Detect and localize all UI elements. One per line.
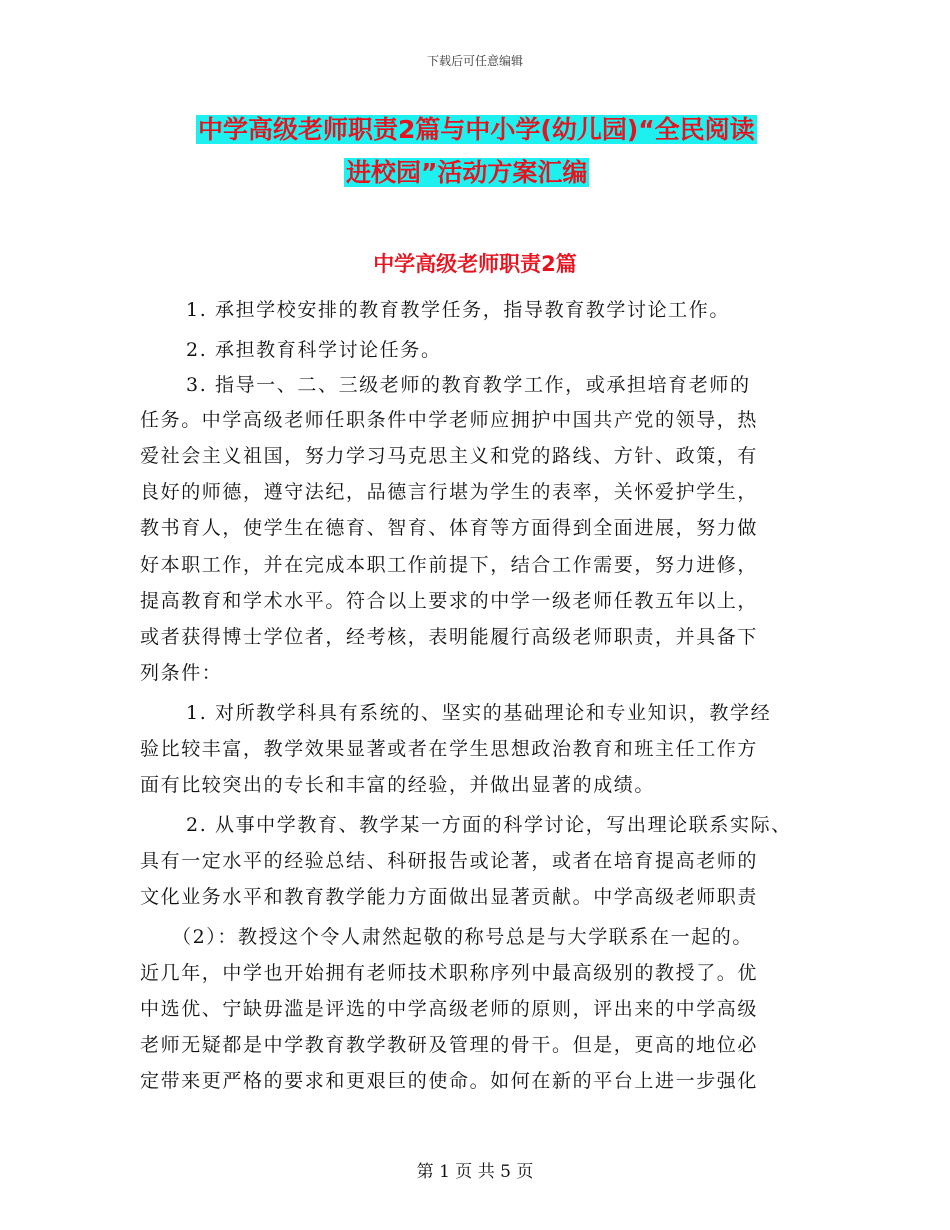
page-footer: 第 1 页 共 5 页	[416, 1162, 534, 1182]
body-line: 列条件：	[140, 662, 223, 684]
body-line: 面有比较突出的专长和丰富的经验，并做出显著的成绩。	[140, 774, 656, 796]
body-line: 2. 承担教育科学讨论任务。	[186, 339, 442, 361]
body-line: 或者获得博士学位者，经考核，表明能履行高级老师职责，并具备下	[140, 626, 759, 648]
section-title: 中学高级老师职责2篇	[373, 252, 577, 276]
body-line: 文化业务水平和教育教学能力方面做出显著贡献。中学高级老师职责	[140, 886, 759, 908]
body-line: 教书育人，使学生在德育、智育、体育等方面得到全面进展，努力做	[140, 517, 759, 539]
body-line: 近几年，中学也开始拥有老师技术职称序列中最高级别的教授了。优	[140, 962, 759, 984]
document-title-line-1	[196, 115, 757, 145]
body-line: （2）：教授这个令人肃然起敬的称号总是与大学联系在一起的。	[172, 926, 753, 948]
body-line: 老师无疑都是中学教育教学教研及管理的骨干。但是，更高的地位必	[140, 1034, 759, 1056]
header-note: 下载后可任意编辑	[426, 54, 523, 68]
body-line: 2. 从事中学教育、教学某一方面的科学讨论，写出理论联系实际、	[186, 814, 792, 836]
body-line: 中选优、宁缺毋滥是评选的中学高级老师的原则，评出来的中学高级	[140, 998, 759, 1020]
title-highlight-2: 进校园”活动方案汇编	[346, 158, 588, 187]
document-title-line-2	[344, 158, 589, 188]
body-line: 1. 对所教学科具有系统的、坚实的基础理论和专业知识，教学经	[186, 702, 772, 724]
title-highlight-1: 中学高级老师职责2篇与中小学(幼儿园)“全民阅读	[198, 115, 755, 144]
body-line: 任务。中学高级老师任职条件中学老师应拥护中国共产党的领导，热	[140, 409, 759, 431]
body-line: 定带来更严格的要求和更艰巨的使命。如何在新的平台上进一步强化	[140, 1070, 759, 1092]
body-line: 爱社会主义祖国，努力学习马克思主义和党的路线、方针、政策，有	[140, 445, 759, 467]
body-line: 好本职工作，并在完成本职工作前提下，结合工作需要，努力进修，	[140, 554, 759, 576]
body-line: 验比较丰富，教学效果显著或者在学生思想政治教育和班主任工作方	[140, 738, 759, 760]
body-line: 具有一定水平的经验总结、科研报告或论著，或者在培育提高老师的	[140, 850, 759, 872]
body-line: 提高教育和学术水平。符合以上要求的中学一级老师任教五年以上，	[140, 590, 759, 612]
body-line: 良好的师德，遵守法纪，品德言行堪为学生的表率，关怀爱护学生，	[140, 481, 759, 503]
body-line: 3. 指导一、二、三级老师的教育教学工作，或承担培育老师的	[186, 374, 751, 396]
body-line: 1. 承担学校安排的教育教学任务，指导教育教学讨论工作。	[186, 299, 730, 321]
